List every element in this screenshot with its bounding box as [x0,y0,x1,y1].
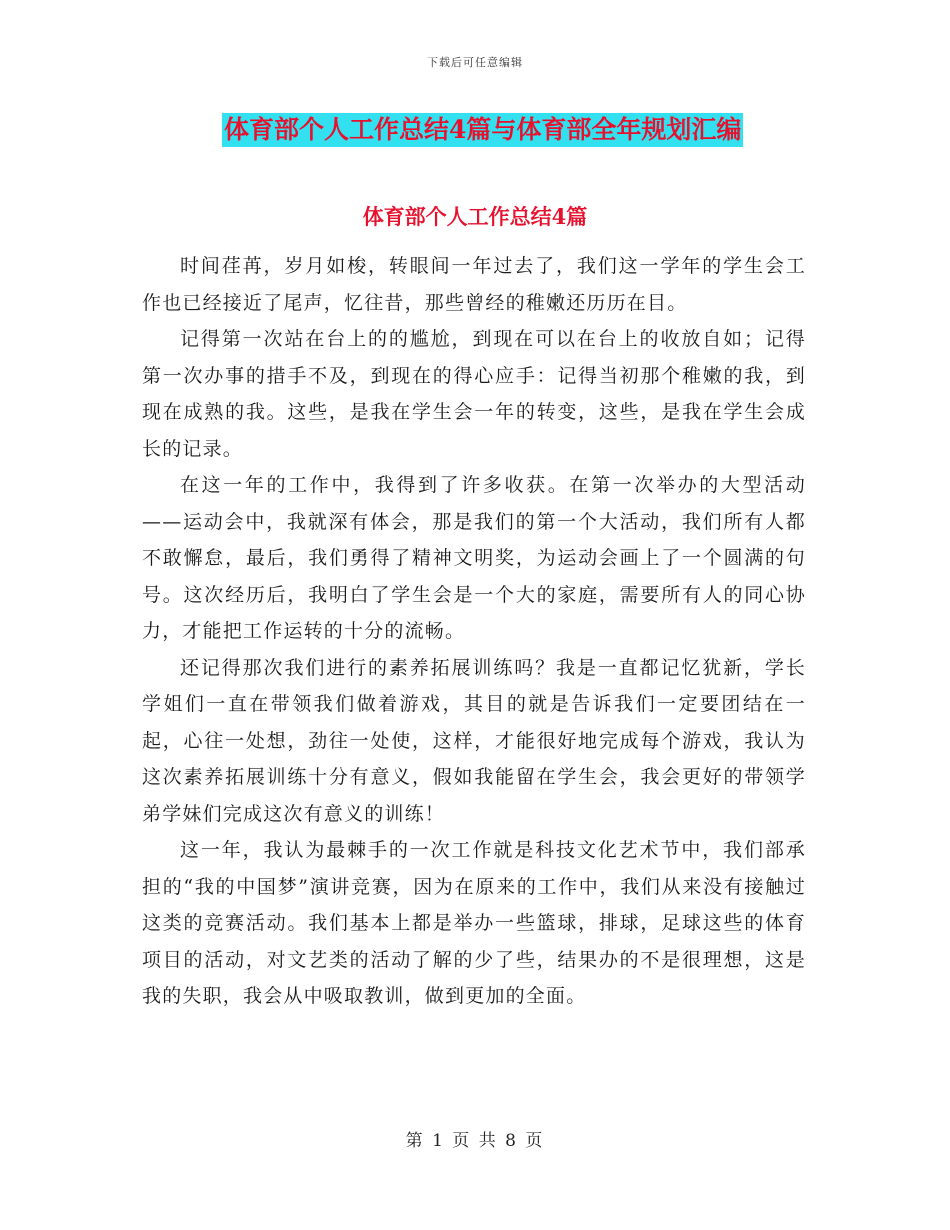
main-title-container [222,113,743,147]
main-title: 体育部个人工作总结4篇与体育部全年规划汇编 [222,113,743,147]
paragraph: 还记得那次我们进行的素养拓展训练吗？我是一直都记忆犹新，学长学姐们一直在带领我们做着游戏，其目的就是告诉我们一定要团结在一起，心往一处想，劲往一处使，这样，才能很好地完成每个游戏，我认为这次素养拓展训练十分有意义，假如我能留在学生会，我会更好的带领学弟学妹们完成这次有意义的训练！ [142,656,806,825]
page-footer: 第 1 页 共 8 页 [405,1131,545,1151]
section-title: 体育部个人工作总结4篇 [362,204,588,229]
paragraph: 时间荏苒，岁月如梭，转眼间一年过去了，我们这一学年的学生会工作也已经接近了尾声，忆往昔，那些曾经的稚嫩还历历在目。 [142,255,806,314]
paragraph: 记得第一次站在台上的的尴尬，到现在可以在台上的收放自如；记得第一次办事的措手不及，到现在的得心应手：记得当初那个稚嫩的我，到现在成熟的我。这些，是我在学生会一年的转变，这些，是我在学生会成长的记录。 [142,328,806,460]
header-note: 下载后可任意编辑 [427,56,523,69]
document-body [142,248,806,1015]
paragraph: 这一年，我认为最棘手的一次工作就是科技文化艺术节中，我们部承担的“我的中国梦”演讲竞赛，因为在原来的工作中，我们从来没有接触过这类的竞赛活动。我们基本上都是举办一些篮球，排球，足球这些的体育项目的活动，对文艺类的活动了解的少了些，结果办的不是很理想，这是我的失职，我会从中吸取教训，做到更加的全面。 [142,839,806,1007]
paragraph: 在这一年的工作中，我得到了许多收获。在第一次举办的大型活动——运动会中，我就深有体会，那是我们的第一个大活动，我们所有人都不敢懈怠，最后，我们勇得了精神文明奖，为运动会画上了一个圆满的句号。这次经历后，我明白了学生会是一个大的家庭，需要所有人的同心协力，才能把工作运转的十分的流畅。 [142,474,806,642]
